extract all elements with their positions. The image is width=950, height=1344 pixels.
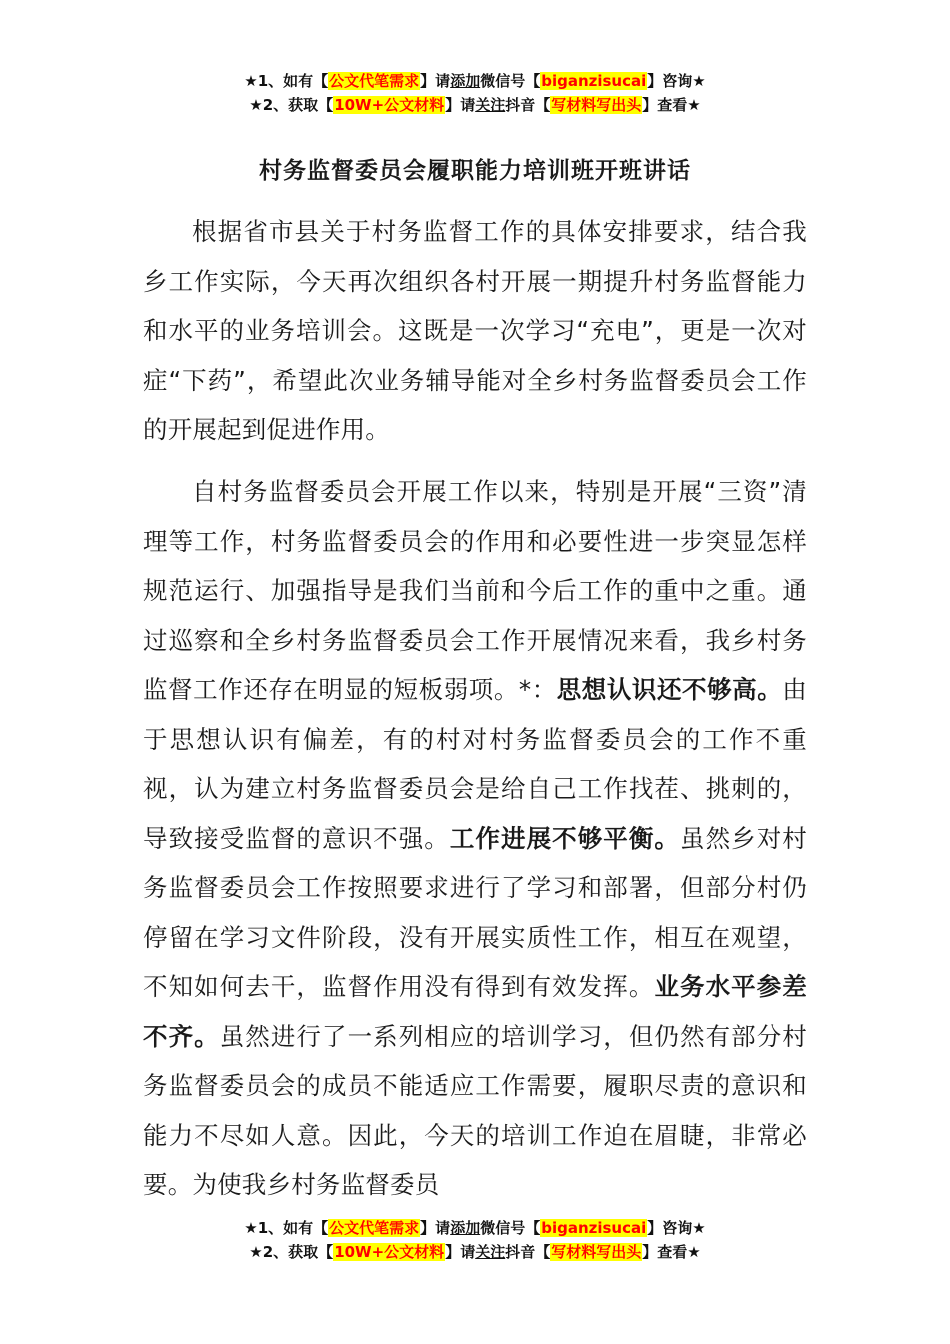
paragraph-1: 根据省市县关于村务监督工作的具体安排要求，结合我乡工作实际，今天再次组织各村开展一期提升村务监督能力和水平的业务培训会。这既是一次学习“充电”，更是一次对症“下药”，希望此次业务辅导能对全乡村务监督委员会工作的开展起到促进作用。 bbox=[143, 217, 807, 444]
paragraph-1-block bbox=[143, 207, 807, 455]
banner-underlined-text: 关注 bbox=[475, 1243, 506, 1261]
bold-heading-2: 工作进展不够平衡。 bbox=[449, 823, 680, 853]
paragraph-text: 虽然进行了一系列相应的培训学习，但仍然有部分村务监督委员会的成员不能适应工作需要，履职尽责的意识和能力不尽如人意。因此，今天的培训工作迫在眉睫，非常必要。为使我乡村务监督委员 bbox=[143, 1021, 807, 1199]
header-banner bbox=[0, 69, 950, 117]
banner-text: 】查看★ bbox=[642, 1243, 701, 1261]
banner-highlight: 写材料写出头 bbox=[551, 1243, 642, 1261]
banner-text: ★1、如有【 bbox=[244, 72, 329, 90]
banner-highlight: 10W+公文材料 bbox=[334, 96, 445, 114]
paragraph-2-block bbox=[143, 467, 807, 1210]
banner-highlight: biganzisucai bbox=[541, 1219, 647, 1237]
banner-underlined-text: 添加 bbox=[450, 1219, 481, 1237]
banner-text: 抖音【 bbox=[505, 96, 551, 114]
banner-highlight: 公文代笔需求 bbox=[329, 1219, 420, 1237]
banner-highlight: 10W+公文材料 bbox=[334, 1243, 445, 1261]
banner-underlined-text: 关注 bbox=[475, 96, 506, 114]
paragraph-text: 虽然乡对村务监督委员会工作按照要求进行了学习和部署，但部分村仍停留在学习文件阶段，没有开展实质性工作，相互在观望，不知如何去干，监督作用没有得到有效发挥。 bbox=[143, 823, 807, 1001]
banner-text: 微信号【 bbox=[480, 72, 541, 90]
banner-highlight: biganzisucai bbox=[541, 72, 647, 90]
banner-text: ★1、如有【 bbox=[244, 1219, 329, 1237]
banner-line-1 bbox=[0, 1216, 950, 1240]
banner-text: 】请 bbox=[420, 72, 451, 90]
banner-text: 微信号【 bbox=[480, 1219, 541, 1237]
banner-text: 】咨询★ bbox=[647, 72, 706, 90]
banner-text: 】请 bbox=[445, 1243, 476, 1261]
footer-banner bbox=[0, 1216, 950, 1264]
paragraph-text: 由于思想认识有偏差，有的村对村务监督委员会的工作不重视，认为建立村务监督委员会是给自己工作找茬、挑刺的，导致接受监督的意识不强。 bbox=[143, 675, 807, 853]
banner-text: 】请 bbox=[445, 96, 476, 114]
bold-heading-1: 思想认识还不够高。 bbox=[556, 675, 783, 704]
document-title: 村务监督委员会履职能力培训班开班讲话 bbox=[259, 158, 691, 184]
banner-text: 】咨询★ bbox=[647, 1219, 706, 1237]
banner-text: 抖音【 bbox=[505, 1243, 551, 1261]
banner-line-1 bbox=[0, 69, 950, 93]
bold-heading-3: 业务水平参差不齐。 bbox=[143, 972, 807, 1051]
banner-underlined-text: 添加 bbox=[450, 72, 481, 90]
paragraph-2 bbox=[143, 467, 807, 1210]
banner-line-2 bbox=[0, 93, 950, 117]
banner-text: ★2、获取【 bbox=[249, 96, 334, 114]
banner-text: ★2、获取【 bbox=[249, 1243, 334, 1261]
banner-highlight: 写材料写出头 bbox=[551, 96, 642, 114]
banner-line-2 bbox=[0, 1240, 950, 1264]
banner-highlight: 公文代笔需求 bbox=[329, 72, 420, 90]
banner-text: 】请 bbox=[420, 1219, 451, 1237]
paragraph-text: 自村务监督委员会开展工作以来，特别是开展“三资”清理等工作，村务监督委员会的作用和必要性进一步突显怎样规范运行、加强指导是我们当前和今后工作的重中之重。通过巡察和全乡村务监督委员会工作开展情况来看，我乡村务监督工作还存在明显的短板弱项。*： bbox=[143, 477, 807, 704]
banner-text: 】查看★ bbox=[642, 96, 701, 114]
